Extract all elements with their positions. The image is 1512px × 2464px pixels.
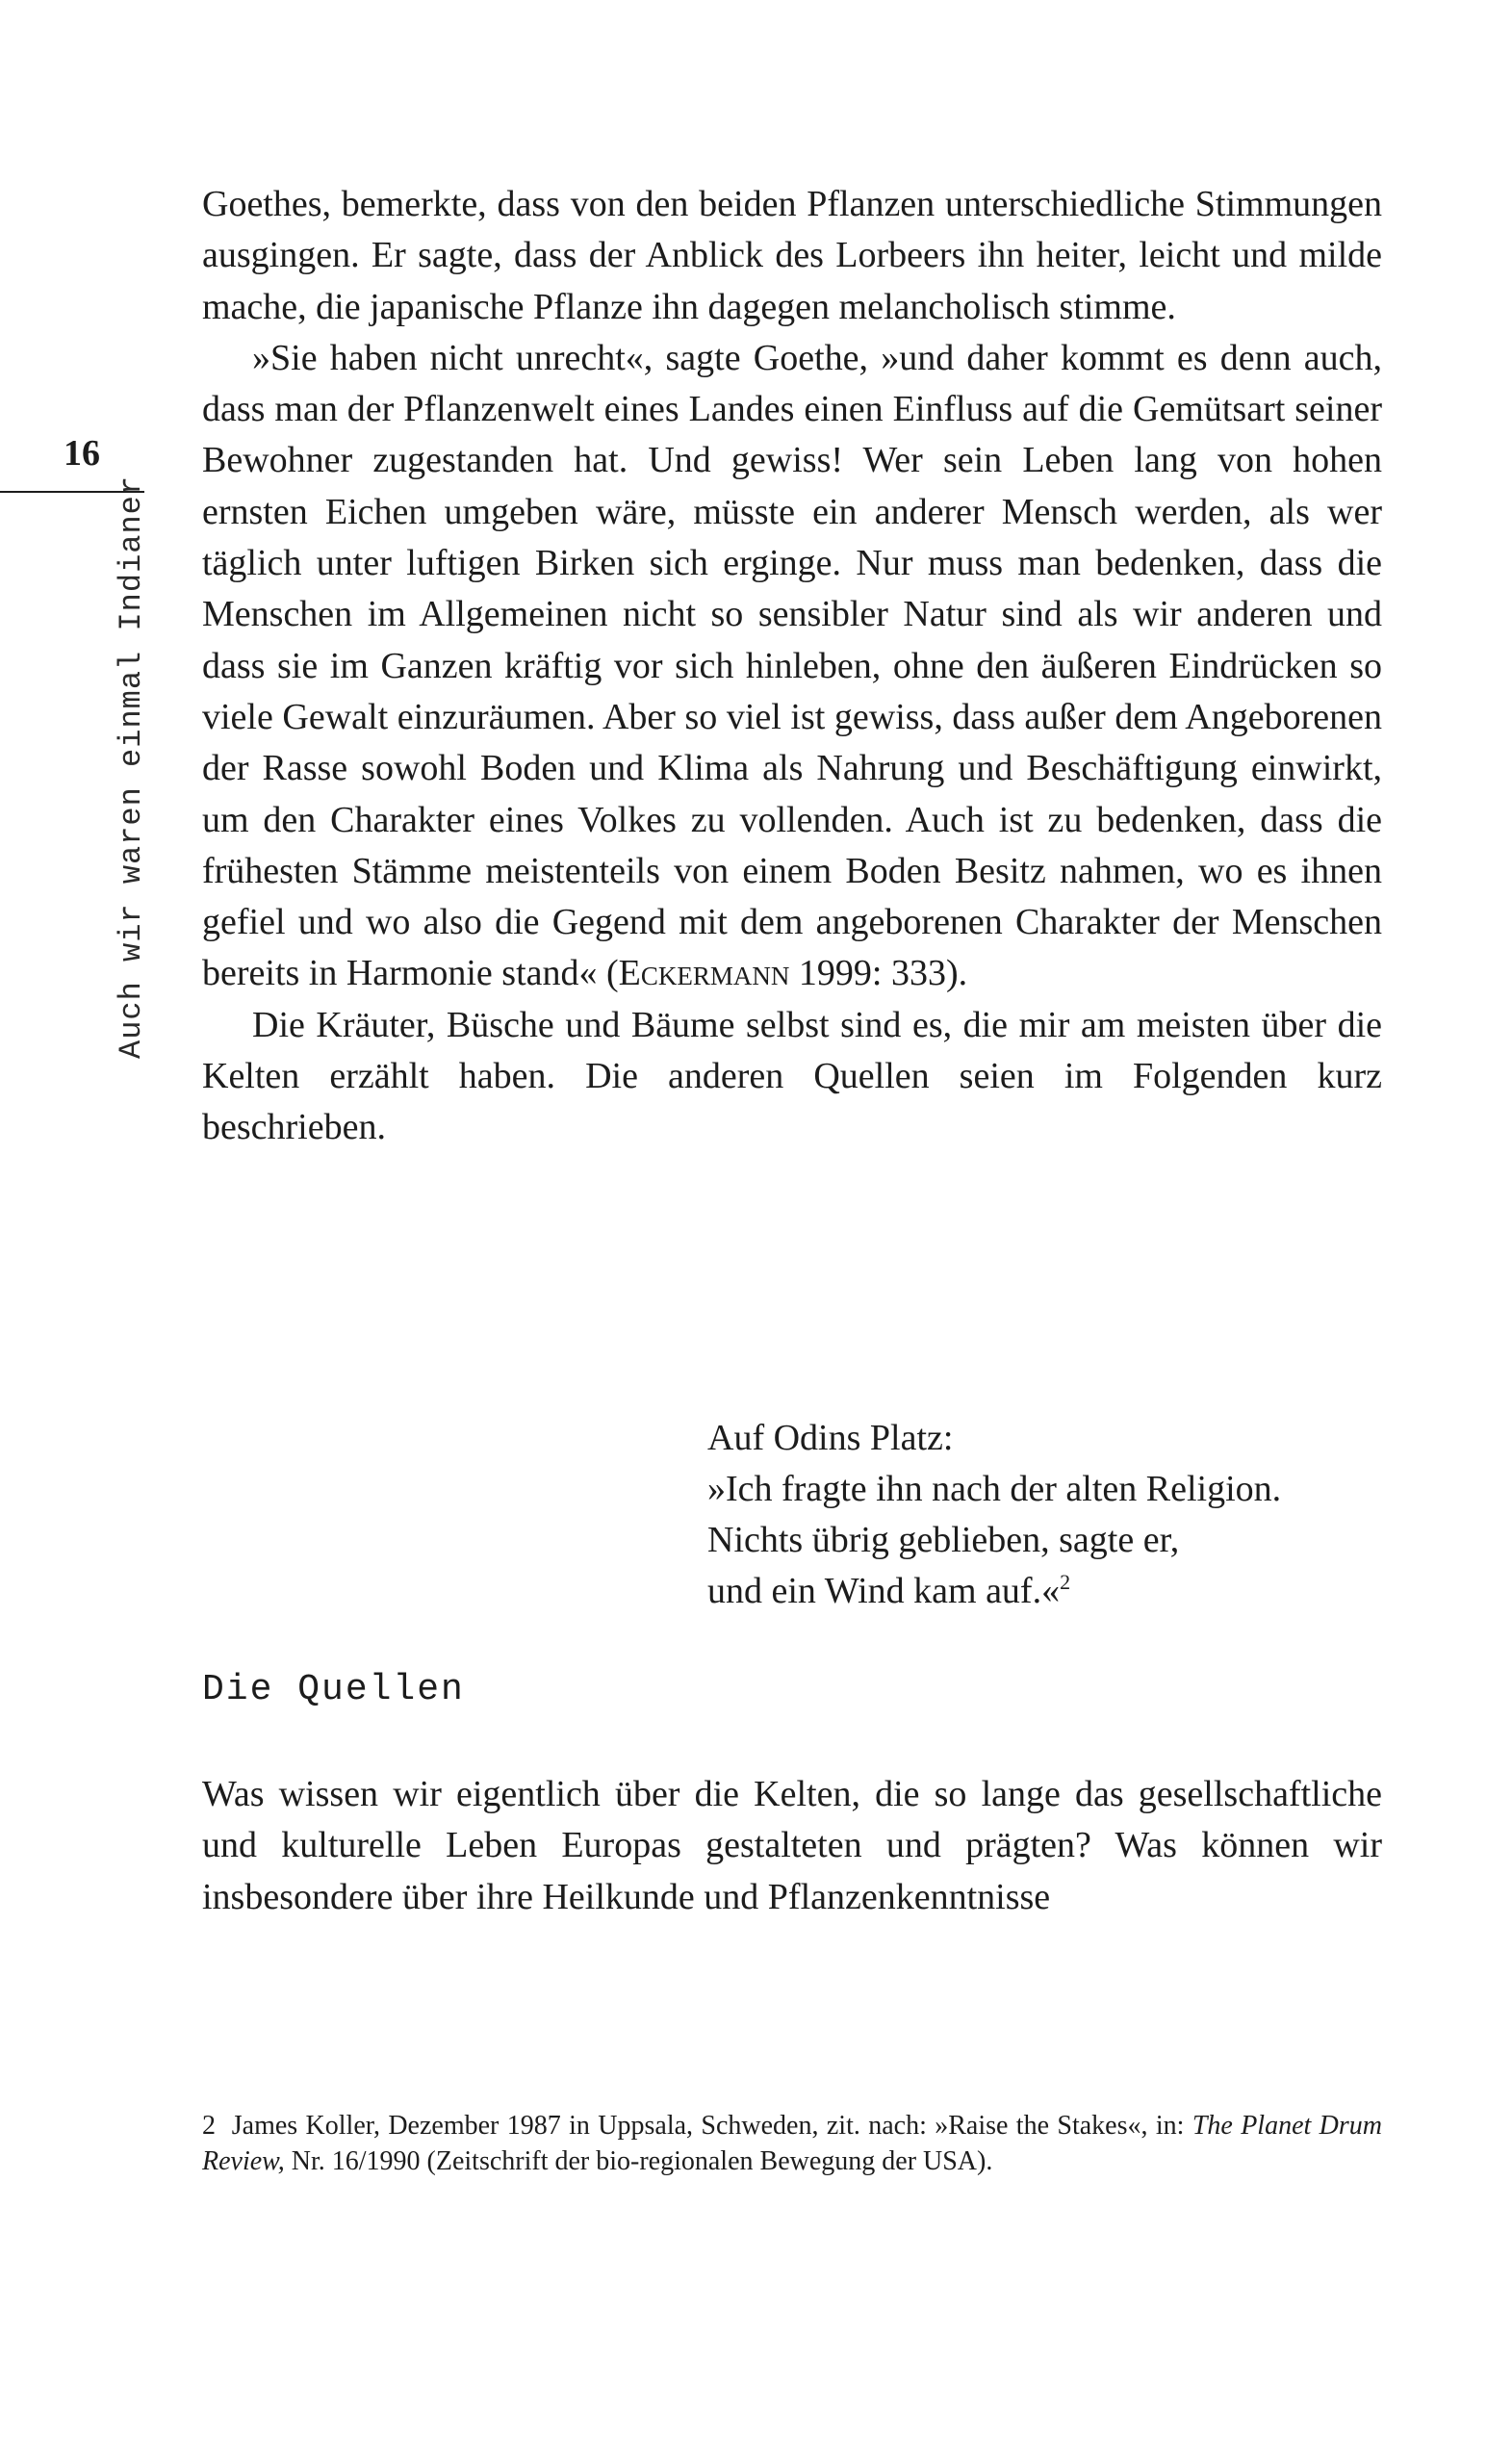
footnote-journal-title: The Planet Drum Review, — [202, 2111, 1382, 2176]
footnote-number: 2 — [202, 2111, 216, 2141]
section-text — [202, 1769, 1382, 1923]
section-heading: Die Quellen — [202, 1669, 465, 1710]
epigraph-line-4-text: und ein Wind kam auf.« — [707, 1571, 1061, 1611]
page-number: 16 — [64, 433, 100, 474]
paragraph-3: Die Kräuter, Büsche und Bäume selbst sind es, die mir am meisten über die Kelten erzählt haben. Die anderen Quellen seien im Folgenden kurz beschrieben. — [202, 1004, 1382, 1148]
footnote — [202, 2108, 1382, 2179]
citation-year: 1999: 333). — [789, 953, 968, 994]
goethe-quote: »Sie haben nicht unrecht«, sagte Goethe, »und daher kommt es denn auch, dass man der Pflanzenwelt eines Landes einen Einfluss auf die Gemütsart seiner Bewohner zugestanden hat. Und gewiss! Wer sein Leben lang von hohen ernsten Eichen umgeben wäre, müsste ein anderer Mensch werden, als wer täglich unter luftigen Birken sich erginge. Nur muss man bedenken, dass die Menschen im Allgemeinen nicht so sensibler Natur sind als wir anderen und dass sie im Ganzen kräftig vor sich hinleben, ohne den äußeren Eindrücken so viele Gewalt einzuräumen. Aber so viel ist gewiss, dass außer dem Angeborenen der Rasse sowohl Boden und Klima als Nahrung und Beschäftigung einwirkt, um den Charakter eines Volkes zu vollenden. Auch ist zu bedenken, dass die frühesten Stämme meistenteils von einem Boden Besitz nahmen, wo es ihnen gefiel und wo also die Gegend mit dem angeborenen Charakter der Menschen bereits in Harmonie stand« ( — [202, 337, 1382, 994]
citation-author: Eckermann — [618, 953, 790, 994]
footnote-text-a: James Koller, Dezember 1987 in Uppsala, Schweden, zit. nach: »Raise the Stakes«, in: — [231, 2111, 1192, 2141]
footnote-reference: 2 — [1060, 1570, 1071, 1594]
running-head: Auch wir waren einmal Indianer — [114, 475, 149, 1059]
paragraph-1: Goethes, bemerkte, dass von den beiden Pflanzen unterschiedliche Stimmungen ausgingen. Er sagte, dass der Anblick des Lorbeers ihn heiter, leicht und milde mache, die japanische Pflanze ihn dagegen melancholisch stimme. — [202, 184, 1382, 327]
epigraph-line-4 — [707, 1566, 1381, 1617]
epigraph-line-1: Auf Odins Platz: — [707, 1418, 954, 1458]
section-paragraph-1: Was wissen wir eigentlich über die Kelten, die so lange das gesellschaftliche und kulturelle Leben Europas gestalteten und prägten? Was können wir insbesondere über ihre Heilkunde und Pflanzenkenntnisse — [202, 1774, 1382, 1917]
epigraph-line-3: Nichts übrig geblieben, sagte er, — [707, 1520, 1180, 1560]
footnote-text-b: Nr. 16/1990 (Zeitschrift der bio-regionalen Bewegung der USA). — [284, 2146, 993, 2176]
epigraph — [707, 1413, 1381, 1617]
body-text — [202, 179, 1382, 1154]
epigraph-line-2: »Ich fragte ihn nach der alten Religion. — [707, 1469, 1282, 1509]
paragraph-2 — [202, 333, 1382, 1000]
